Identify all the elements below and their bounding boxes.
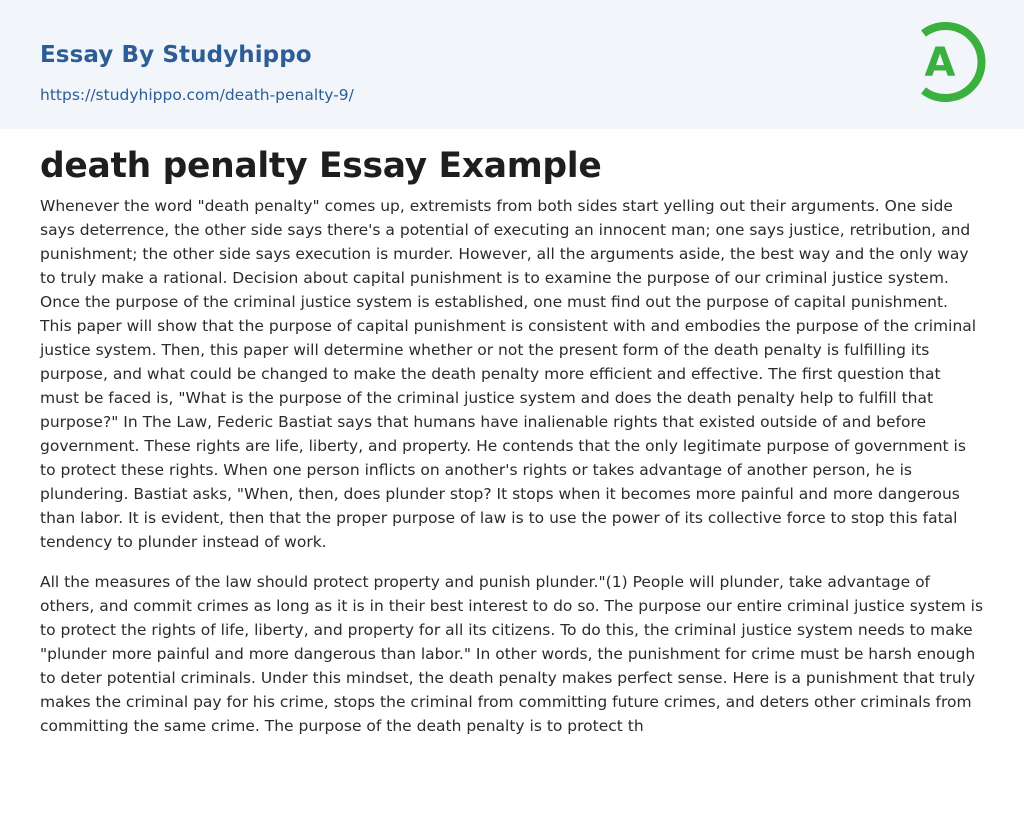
site-brand[interactable]: Essay By Studyhippo — [40, 42, 312, 68]
studyhippo-logo-icon[interactable] — [912, 20, 986, 104]
essay-paragraph: All the measures of the law should protect property and punish plunder."(1) People will plunder, take advantage of others, and commit crimes as long as it is in their best interest to do so. The purpose our entire criminal justice system is to protect the rights of life, liberty, and property for all its citizens. To do this, the criminal justice system needs to make "plunder more painful and more dangerous than labor." In other words, the punishment for crime must be harsh enough to deter potential criminals. Under this mindset, the death penalty makes perfect sense. Here is a punishment that truly makes the criminal pay for his crime, stops the criminal from committing future crimes, and deters other criminals from committing the same crime. The purpose of the death penalty is to protect th — [40, 573, 984, 735]
essay-paragraph: Whenever the word "death penalty" comes up, extremists from both sides start yelling out their arguments. One side says deterrence, the other side says there's a potential of executing an innocent man; one says justice, retribution, and punishment; the other side says execution is murder. However, all the arguments aside, the best way and the only way to truly make a rational. Decision about capital punishment is to examine the purpose of our criminal justice system. Once the purpose of the criminal justice system is established, one must find out the purpose of capital punishment. This paper will show that the purpose of capital punishment is consistent with and embodies the purpose of the criminal justice system. Then, this paper will determine whether or not the present form of the death penalty is fulfilling its purpose, and what could be changed to make the death penalty more efficient and effective. The first question that must be faced is, "What is the purpose of the criminal justice system and does the death penalty help to fulfill that purpose?" In The Law, Federic Bastiat says that humans have inalienable rights that existed outside of and before government. These rights are life, liberty, and property. He contends that the only legitimate purpose of government is to protect these rights. When one person inflicts on another's rights or takes advantage of another person, he is plundering. Bastiat asks, "When, then, does plunder stop? It stops when it becomes more painful and more dangerous than labor. It is evident, then that the proper purpose of law is to use the power of its collective force to stop this fatal tendency to plunder instead of work. — [40, 197, 977, 551]
page-title: death penalty Essay Example — [40, 146, 602, 186]
site-header — [0, 0, 1024, 129]
essay-url-link[interactable]: https://studyhippo.com/death-penalty-9/ — [40, 86, 354, 104]
essay-body — [40, 194, 984, 754]
logo-letter: A — [924, 40, 956, 86]
